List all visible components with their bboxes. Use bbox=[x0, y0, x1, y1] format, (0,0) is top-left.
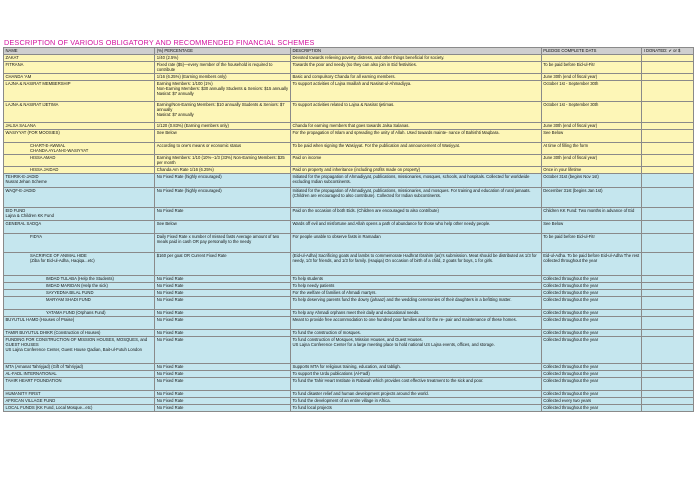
pledge-date-cell: Collected throughout the year bbox=[541, 310, 641, 317]
column-header-name: NAME bbox=[4, 48, 155, 55]
scheme-name: WASIYYAT (FOR MOOSIES) bbox=[5, 130, 60, 135]
percentage-cell: No Fixed Rate bbox=[155, 378, 291, 391]
table-row bbox=[4, 253, 694, 276]
pledge-date-cell: June 30th (end of fiscal year) bbox=[541, 74, 641, 81]
scheme-name: TAMIR BUYUTUL DHIKR (Construction of Houses) bbox=[5, 330, 101, 335]
table-row bbox=[4, 297, 694, 310]
column-header-description: DESCRIPTION bbox=[290, 48, 541, 55]
scheme-name: AFRICAN VILLAGE FUND bbox=[5, 398, 56, 403]
scheme-name-cell bbox=[4, 297, 155, 310]
donated-cell[interactable] bbox=[642, 155, 694, 167]
column-header-pledge-dates: PLEDGE COMPLETE DATS bbox=[541, 48, 641, 55]
scheme-name: MARYAM SHADI FUND bbox=[46, 297, 91, 302]
percentage-cell: No Fixed Rate bbox=[155, 276, 291, 283]
description-cell: Devoted towards relieving poverty, distress, and other things beneficial for society. bbox=[290, 55, 541, 62]
scheme-name: HISSA AMAD bbox=[30, 155, 56, 160]
scheme-name-cell bbox=[4, 155, 155, 167]
scheme-name: EID FUND bbox=[5, 208, 26, 213]
pledge-date-cell: October 31st (begins Nov 1st) bbox=[541, 174, 641, 188]
scheme-name-cell bbox=[4, 102, 155, 123]
scheme-name-cell bbox=[4, 405, 155, 412]
pledge-date-cell: Collected throughout the year bbox=[541, 405, 641, 412]
scheme-name-cell bbox=[4, 167, 155, 174]
scheme-name-cell bbox=[4, 55, 155, 62]
scheme-name-cell bbox=[4, 317, 155, 330]
scheme-name-cell bbox=[4, 364, 155, 371]
pledge-date-cell: June 30th (end of fiscal year) bbox=[541, 155, 641, 167]
table-row bbox=[4, 208, 694, 221]
percentage-cell: No Fixed Rate bbox=[155, 405, 291, 412]
percentage-cell: No Fixed Rate bbox=[155, 297, 291, 310]
pledge-date-cell: Collected throughout the year bbox=[541, 364, 641, 371]
scheme-subtitle: (Ziba for Eid-ul-Adha, Haqiqa...etc) bbox=[30, 258, 95, 264]
description-cell: To help any Ahmadi orphans meet their daily and educational needs. bbox=[290, 310, 541, 317]
donated-cell[interactable] bbox=[642, 174, 694, 188]
donated-cell[interactable] bbox=[642, 276, 694, 283]
scheme-name-cell bbox=[4, 371, 155, 378]
description-cell: Wards off evil and misfortune and Allah opens a path of abundance for those who help other needy people. bbox=[290, 221, 541, 234]
percentage-cell: See Below bbox=[155, 130, 291, 143]
scheme-name-cell bbox=[4, 123, 155, 130]
pledge-date-cell: Collected throughout the year bbox=[541, 276, 641, 283]
table-row bbox=[4, 364, 694, 371]
scheme-subtitle: US Lajna Conference Center, Guest House Qadian, Bait-ul-Futuh London bbox=[5, 347, 142, 353]
scheme-name: WAQF-E-JADID bbox=[5, 188, 36, 193]
scheme-name: SAYYEDNA BILAL FUND bbox=[46, 290, 94, 295]
column-header-percentage: (%) PERCENTAGE bbox=[155, 48, 291, 55]
percentage-cell: No Fixed Rate bbox=[155, 398, 291, 405]
description-cell: Basic and compulsory Chanda for all earning members. bbox=[290, 74, 541, 81]
donated-cell[interactable] bbox=[642, 330, 694, 337]
table-row bbox=[4, 143, 694, 155]
donated-cell[interactable] bbox=[642, 283, 694, 290]
pledge-date-cell: December 31st (begins Jan 1st) bbox=[541, 188, 641, 208]
description-cell: To fund disaster relief and human development projects around the world. bbox=[290, 391, 541, 398]
scheme-name-cell bbox=[4, 378, 155, 391]
scheme-name: IMDAD MARIDAN (Help the sick) bbox=[46, 283, 108, 288]
scheme-name: LAJNA & NASIRAT IJETIMA bbox=[5, 102, 59, 107]
donated-cell[interactable] bbox=[642, 337, 694, 364]
description-cell: To support the Urdu publications (Al-Fadl) bbox=[290, 371, 541, 378]
donated-cell[interactable] bbox=[642, 310, 694, 317]
table-row bbox=[4, 155, 694, 167]
percentage-cell: No Fixed Rate bbox=[155, 208, 291, 221]
pledge-date-cell: See Below bbox=[541, 221, 641, 234]
pledge-date-cell bbox=[541, 55, 641, 62]
scheme-name: AL-FADL INTERNATIONAL bbox=[5, 371, 57, 376]
description-cell: Supports MTA for religious training, education, and tabligh. bbox=[290, 364, 541, 371]
scheme-name: FITRANA bbox=[5, 62, 24, 67]
pledge-date-cell: Collected throughout the year bbox=[541, 297, 641, 310]
percentage-cell: No Fixed Rate (highly encouraged) bbox=[155, 174, 291, 188]
percentage-cell: Earning/Non-Earning Members: $10 annually Students & Seniors: $7 annually Nasirat: $7 annually bbox=[155, 102, 291, 123]
table-row bbox=[4, 174, 694, 188]
scheme-name: MTA (Amanat Tahriyjad) (Gift of Tahriyjad) bbox=[5, 364, 83, 369]
percentage-cell: No Fixed Rate bbox=[155, 371, 291, 378]
scheme-name-cell bbox=[4, 143, 155, 155]
percentage-cell: 1/40 (2.5%) bbox=[155, 55, 291, 62]
scheme-name-cell bbox=[4, 81, 155, 102]
description-cell: (Eid-ul-Adha) Sacrificing goats and lambs to commemorate Hadhrat Ibrahim (as)'s submission. Meat should be distributed as 1/3 for needy, 1/3 for friends, and 1/3 for family. (Haqiqa) On occasion of birth of a child, 2 goats for boys, 1 for girls. bbox=[290, 253, 541, 276]
scheme-name-cell bbox=[4, 130, 155, 143]
description-cell: For the welfare of families of Ahmadi martyrs. bbox=[290, 290, 541, 297]
scheme-name-cell bbox=[4, 337, 155, 364]
table-row bbox=[4, 62, 694, 74]
pledge-date-cell: Collected throughout the year bbox=[541, 378, 641, 391]
scheme-name: LAJNA & NASIRAT MEMBERSHIP bbox=[5, 81, 71, 86]
scheme-subtitle: Lajna & Children KK Fund bbox=[5, 213, 54, 219]
scheme-name: TEHRIK-E-JADID bbox=[5, 174, 39, 179]
scheme-name: GENERAL SADQA bbox=[5, 221, 42, 226]
percentage-cell: 1/120 (0.83%) (Earning members only) bbox=[155, 123, 291, 130]
table-header-row bbox=[4, 48, 694, 55]
table-row bbox=[4, 188, 694, 208]
pledge-date-cell: To be paid before Eid-ul-Fitr bbox=[541, 62, 641, 74]
donated-cell[interactable] bbox=[642, 290, 694, 297]
table-row bbox=[4, 74, 694, 81]
donated-cell[interactable] bbox=[642, 364, 694, 371]
pledge-date-cell: October 1st - September 30th bbox=[541, 102, 641, 123]
percentage-cell: See Below bbox=[155, 221, 291, 234]
table-row bbox=[4, 330, 694, 337]
donated-cell[interactable] bbox=[642, 130, 694, 143]
scheme-name: YATAMA FUND (Orphans Fund) bbox=[46, 310, 106, 315]
scheme-name-cell bbox=[4, 188, 155, 208]
percentage-cell: $160 per goat OR Current Fixed Rate bbox=[155, 253, 291, 276]
table-row bbox=[4, 167, 694, 174]
pledge-date-cell: Collected throughout the year bbox=[541, 290, 641, 297]
description-cell: To fund construction of Mosques, Mission Houses, and Guest Houses. US Lajna Conference Center for a large meeting place to hold national US Lajna events, offices, and storage. bbox=[290, 337, 541, 364]
donated-cell[interactable] bbox=[642, 81, 694, 102]
table-row bbox=[4, 378, 694, 391]
scheme-name: TAHIR HEART FOUNDATION bbox=[5, 378, 62, 383]
donated-cell[interactable] bbox=[642, 62, 694, 74]
table-row bbox=[4, 391, 694, 398]
donated-cell[interactable] bbox=[642, 208, 694, 221]
pledge-date-cell: June 30th (end of fiscal year) bbox=[541, 123, 641, 130]
table-row bbox=[4, 55, 694, 62]
description-cell: Towards the poor and needy (so they can also join in Eid festivities. bbox=[290, 62, 541, 74]
pledge-date-cell: Collected throughout the year bbox=[541, 317, 641, 330]
percentage-cell: Chanda Am Rate 1/16 (6.25%) bbox=[155, 167, 291, 174]
description-cell: To support activities related to Lajna & Nasirat Ijetimas. bbox=[290, 102, 541, 123]
scheme-name: CHART-E-AWWAL bbox=[30, 143, 66, 148]
table-row bbox=[4, 234, 694, 253]
percentage-cell: Daily Fixed Rate x number of missed fasts Average amount of two meals paid in cash OR pay personally to the needy bbox=[155, 234, 291, 253]
donated-cell[interactable] bbox=[642, 371, 694, 378]
pledge-date-cell: October 1st - September 30th bbox=[541, 81, 641, 102]
donated-cell[interactable] bbox=[642, 234, 694, 253]
description-cell: To fund the Tahir Heart Institute in Rabwah which provides cost effective treatment to the sick and poor. bbox=[290, 378, 541, 391]
scheme-name-cell bbox=[4, 208, 155, 221]
scheme-name-cell bbox=[4, 398, 155, 405]
donated-cell[interactable] bbox=[642, 253, 694, 276]
percentage-cell: No Fixed Rate bbox=[155, 330, 291, 337]
scheme-name: LOCAL FUNDS (KK Fund, Local Mosque...etc) bbox=[5, 405, 93, 410]
pledge-date-cell: Collected throughout the year bbox=[541, 371, 641, 378]
description-cell: To help deserving parents fund the dowry (jahaaz) and the wedding ceremonies of their daughters in a befitting matter. bbox=[290, 297, 541, 310]
donated-cell[interactable] bbox=[642, 123, 694, 130]
table-row bbox=[4, 405, 694, 412]
pledge-date-cell: Collected throughout the year bbox=[541, 391, 641, 398]
description-cell: Meant to provide free accommodation to one hundred poor families and for the re- pair and maintenance of these homes. bbox=[290, 317, 541, 330]
scheme-name-cell bbox=[4, 310, 155, 317]
description-cell: To fund the development of an entire village in Africa. bbox=[290, 398, 541, 405]
pledge-date-cell: At time of filling the form bbox=[541, 143, 641, 155]
donated-cell[interactable] bbox=[642, 55, 694, 62]
table-row bbox=[4, 283, 694, 290]
pledge-date-cell: To be paid before Eid-ul-Fitr bbox=[541, 234, 641, 253]
page-title: DESCRIPTION OF VARIOUS OBLIGATORY AND RECOMMENDED FINANCIAL SCHEMES bbox=[4, 38, 315, 47]
description-cell: Initiated for the propagation of Ahmadiyyat, publications, missionaries, mosques, schools, and hospitals. Collected for worldwide excluding Indian subcontinents. bbox=[290, 174, 541, 188]
scheme-name-cell bbox=[4, 234, 155, 253]
donated-cell[interactable] bbox=[642, 297, 694, 310]
pledge-date-cell: Collected every two years bbox=[541, 398, 641, 405]
table-row bbox=[4, 123, 694, 130]
scheme-name-cell bbox=[4, 276, 155, 283]
description-cell: To fund the construction of mosques. bbox=[290, 330, 541, 337]
percentage-cell: No Fixed Rate bbox=[155, 337, 291, 364]
donated-cell[interactable] bbox=[642, 221, 694, 234]
table-row bbox=[4, 337, 694, 364]
percentage-cell: No Fixed Rate bbox=[155, 317, 291, 330]
donated-cell[interactable] bbox=[642, 188, 694, 208]
column-header-donated: I DONATED: ✔ or $ bbox=[642, 48, 694, 55]
scheme-name: SACRIFICE OF ANIMAL HIDE bbox=[30, 253, 87, 258]
description-cell: To be paid when signing the Wasiyyat. For the publication and announcement of Wasiyyat. bbox=[290, 143, 541, 155]
table-row bbox=[4, 102, 694, 123]
description-cell: To fund local projects bbox=[290, 405, 541, 412]
percentage-cell: Fixed rate ($5)—every member of the household is required to contribute bbox=[155, 62, 291, 74]
scheme-name-cell bbox=[4, 174, 155, 188]
pledge-date-cell: Collected throughout the year bbox=[541, 283, 641, 290]
donated-cell[interactable] bbox=[642, 74, 694, 81]
percentage-cell: No Fixed Rate bbox=[155, 283, 291, 290]
description-cell: Paid on income bbox=[290, 155, 541, 167]
donated-cell[interactable] bbox=[642, 391, 694, 398]
scheme-subtitle: CHANDA AYLAN-E-WASIYYAT bbox=[30, 148, 89, 154]
pledge-date-cell: Collected throughout the year bbox=[541, 337, 641, 364]
percentage-cell: 1/16 (6.25%) (Earning members only) bbox=[155, 74, 291, 81]
percentage-cell: According to one's means or economic status bbox=[155, 143, 291, 155]
description-cell: Chanda for earning members that goes towards Jalsa Salanas. bbox=[290, 123, 541, 130]
scheme-name-cell bbox=[4, 391, 155, 398]
scheme-name: ZAKAT bbox=[5, 55, 19, 60]
scheme-name-cell bbox=[4, 62, 155, 74]
percentage-cell: No Fixed Rate bbox=[155, 310, 291, 317]
scheme-name: HUMANITY FIRST bbox=[5, 391, 41, 396]
donated-cell[interactable] bbox=[642, 102, 694, 123]
donated-cell[interactable] bbox=[642, 317, 694, 330]
description-cell: Paid on property and inheritance (including profits made on property) bbox=[290, 167, 541, 174]
table-row bbox=[4, 81, 694, 102]
scheme-name: FIDYA bbox=[30, 234, 43, 239]
scheme-name-cell bbox=[4, 330, 155, 337]
scheme-name: IMDAD TULABA (Help the Students) bbox=[46, 276, 114, 281]
scheme-name-cell bbox=[4, 290, 155, 297]
scheme-name-cell bbox=[4, 253, 155, 276]
donated-cell[interactable] bbox=[642, 405, 694, 412]
donated-cell[interactable] bbox=[642, 378, 694, 391]
table-row bbox=[4, 276, 694, 283]
scheme-name-cell bbox=[4, 283, 155, 290]
pledge-date-cell: Eid-ul-Adha. To be paid before Eid-ul-Adha The rest collected throughout the year bbox=[541, 253, 641, 276]
description-cell: For the propagation of Islam and spreading the unity of Allah. Used towards mainte- nance of Bahishti Maqbara. bbox=[290, 130, 541, 143]
table-row bbox=[4, 310, 694, 317]
percentage-cell: Earning Members: 1/100 (1%) Non-Earning Members: $30 annually Students & Seniors: $15 annually Nasirat: $7 annually bbox=[155, 81, 291, 102]
description-cell: For people unable to observe fasts in Ramadan bbox=[290, 234, 541, 253]
scheme-name: BUYUTUL HAMD (Houses of Praise) bbox=[5, 317, 75, 322]
scheme-name: FUNDING FOR CONSTRUCTION OF MISSION HOUSES, MOSQUES, and GUEST HOUSES bbox=[5, 337, 148, 348]
scheme-name: JALSA SALANA bbox=[5, 123, 36, 128]
table-row bbox=[4, 317, 694, 330]
percentage-cell: No Fixed Rate bbox=[155, 290, 291, 297]
description-cell: Paid on the occasion of both Eids. (Children are encouraged to also contribute) bbox=[290, 208, 541, 221]
percentage-cell: No Fixed Rate (highly encouraged) bbox=[155, 188, 291, 208]
percentage-cell: No Fixed Rate bbox=[155, 364, 291, 371]
description-cell: Initiated for the propagation of Ahmadiyyat, publications, missionaries, and mosques. For training and education of rural jamaats. (Children are encouraged to also contribute). Collected for Indian subcontinents. bbox=[290, 188, 541, 208]
schemes-table bbox=[3, 47, 694, 412]
table-row bbox=[4, 371, 694, 378]
description-cell: To help needy patients bbox=[290, 283, 541, 290]
scheme-name-cell bbox=[4, 74, 155, 81]
table-row bbox=[4, 398, 694, 405]
pledge-date-cell: Collected throughout the year bbox=[541, 330, 641, 337]
scheme-name: HISSA JAIDAD bbox=[30, 167, 59, 172]
pledge-date-cell: Children KK Fund: Two months in advance of Eid bbox=[541, 208, 641, 221]
donated-cell[interactable] bbox=[642, 167, 694, 174]
scheme-name-cell bbox=[4, 221, 155, 234]
donated-cell[interactable] bbox=[642, 398, 694, 405]
table-row bbox=[4, 130, 694, 143]
pledge-date-cell: See Below bbox=[541, 130, 641, 143]
scheme-subtitle: Nusrat Jehan Scheme bbox=[5, 179, 47, 185]
table-row bbox=[4, 221, 694, 234]
pledge-date-cell: Once in your lifetime bbox=[541, 167, 641, 174]
description-cell: To help students bbox=[290, 276, 541, 283]
percentage-cell: No Fixed Rate bbox=[155, 391, 291, 398]
description-cell: To support activities of Lajna Imaillah and Nasirat-ul-Ahmadiyya. bbox=[290, 81, 541, 102]
table-row bbox=[4, 290, 694, 297]
percentage-cell: Earning Members: 1/10 (10%--1/3 (33%) Non-Earning Members: $25 per month bbox=[155, 155, 291, 167]
donated-cell[interactable] bbox=[642, 143, 694, 155]
scheme-name: CHANDA 'AM bbox=[5, 74, 32, 79]
